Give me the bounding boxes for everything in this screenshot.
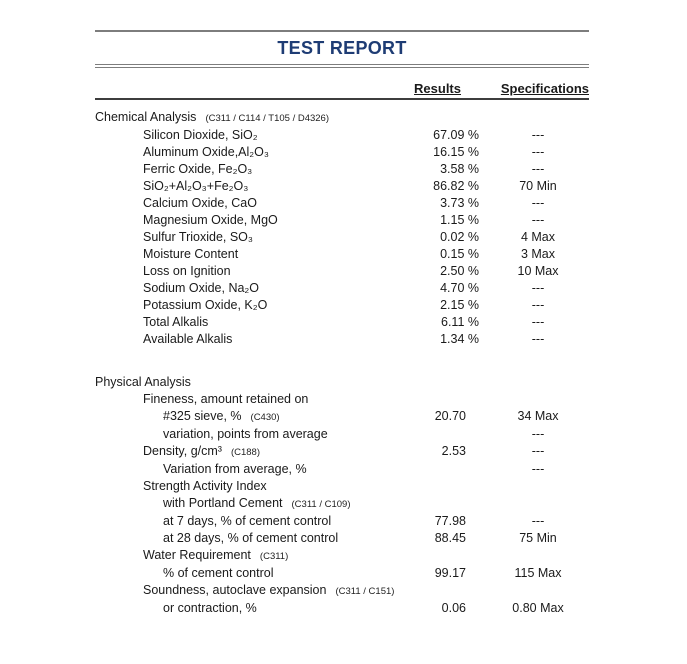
specification-value: --- <box>531 281 545 295</box>
row-label: Potassium Oxide, K₂O <box>143 298 268 312</box>
result-value: 67.09 % <box>433 128 479 142</box>
result-value <box>399 582 479 600</box>
section-heading <box>95 109 589 127</box>
row-label: with Portland Cement <box>163 496 283 510</box>
row-label-cell <box>95 530 399 547</box>
result-value: 20.70 <box>434 409 466 423</box>
row-label-cell <box>95 331 399 348</box>
specification-value: --- <box>531 213 545 227</box>
row-label: SiO₂+Al₂O₃+Fe₂O₃ <box>143 179 249 193</box>
specification-value: --- <box>531 145 545 159</box>
section-title: Chemical Analysis <box>95 110 197 124</box>
result-value: 16.15 % <box>433 145 479 159</box>
row-label-cell <box>95 212 399 229</box>
result-value <box>399 547 479 565</box>
section-label-cell <box>95 374 399 391</box>
result-value: 1.34 % <box>440 332 479 346</box>
result-value: 88.45 <box>434 531 466 545</box>
report-row <box>95 600 589 617</box>
method-reference: (C311) <box>259 551 289 562</box>
row-label: Loss on Ignition <box>143 264 231 278</box>
row-label-cell <box>95 391 399 408</box>
result-value: 2.53 <box>441 444 466 458</box>
report-row <box>95 280 589 297</box>
specifications-column-header: Specifications <box>500 81 589 96</box>
row-label-cell <box>95 195 399 212</box>
result-value: 3.58 % <box>440 162 479 176</box>
row-label-cell <box>95 314 399 331</box>
row-label-cell <box>95 127 399 144</box>
report-section <box>95 374 589 617</box>
section-label-cell <box>95 109 399 127</box>
specification-value: 10 Max <box>517 264 559 278</box>
specification-value: --- <box>531 315 545 329</box>
specification-value: 0.80 Max <box>512 601 564 615</box>
row-label-cell <box>95 565 399 582</box>
result-value: 77.98 <box>434 514 466 528</box>
method-reference: (C311 / C114 / T105 / D4326) <box>205 113 330 124</box>
report-row <box>95 565 589 582</box>
row-label-cell <box>95 229 399 246</box>
result-value: 6.11 % <box>441 315 479 329</box>
report-row <box>95 127 589 144</box>
report-document <box>95 30 589 617</box>
specification-value <box>479 478 589 495</box>
row-label-cell <box>95 443 399 461</box>
result-value <box>399 426 479 443</box>
row-label: #325 sieve, % <box>163 409 242 423</box>
result-value: 86.82 % <box>433 179 479 193</box>
results-column-header: Results <box>414 81 461 96</box>
row-label-cell <box>95 547 399 565</box>
row-label-cell <box>95 297 399 314</box>
report-row <box>95 314 589 331</box>
row-label-cell <box>95 144 399 161</box>
specification-value: --- <box>531 162 545 176</box>
specification-value: 75 Min <box>519 531 557 545</box>
row-label: Calcium Oxide, CaO <box>143 196 257 210</box>
column-headers <box>95 81 589 100</box>
specification-value: 4 Max <box>520 230 556 244</box>
row-label: Silicon Dioxide, SiO₂ <box>143 128 258 142</box>
specification-value <box>479 391 589 408</box>
specification-value <box>479 495 589 513</box>
method-reference: (C430) <box>250 412 280 423</box>
report-row <box>95 246 589 263</box>
row-label-cell <box>95 513 399 530</box>
row-label: at 7 days, % of cement control <box>163 514 332 528</box>
row-label: Sulfur Trioxide, SO₃ <box>143 230 253 244</box>
specification-value <box>479 582 589 600</box>
report-row <box>95 144 589 161</box>
specification-value: --- <box>531 427 545 441</box>
result-value: 0.15 % <box>440 247 479 261</box>
specification-value: --- <box>531 298 545 312</box>
specification-value: --- <box>531 196 545 210</box>
row-label: Water Requirement <box>143 548 251 562</box>
row-label: Strength Activity Index <box>143 479 267 493</box>
row-label: % of cement control <box>163 566 274 580</box>
row-label: Aluminum Oxide,Al₂O₃ <box>143 145 269 159</box>
report-body <box>95 109 589 617</box>
row-label: variation, points from average <box>163 427 328 441</box>
report-row <box>95 178 589 195</box>
report-row <box>95 212 589 229</box>
report-row <box>95 461 589 478</box>
report-row <box>95 547 589 565</box>
row-label-cell <box>95 280 399 297</box>
row-label-cell <box>95 495 399 513</box>
row-label-cell <box>95 478 399 495</box>
specification-value <box>479 547 589 565</box>
result-value <box>399 391 479 408</box>
row-label-cell <box>95 426 399 443</box>
result-value: 1.15 % <box>440 213 479 227</box>
row-label-cell <box>95 263 399 280</box>
result-cell-empty <box>399 109 479 127</box>
specification-value: 3 Max <box>520 247 556 261</box>
specification-value: --- <box>531 444 545 458</box>
row-label: Density, g/cm³ <box>143 444 222 458</box>
section-title: Physical Analysis <box>95 375 191 389</box>
row-label-cell <box>95 582 399 600</box>
result-value: 2.50 % <box>440 264 479 278</box>
row-label: Ferric Oxide, Fe₂O₃ <box>143 162 253 176</box>
method-reference: (C188) <box>230 447 260 458</box>
report-row <box>95 331 589 348</box>
specification-value: --- <box>531 128 545 142</box>
report-row <box>95 495 589 513</box>
result-value <box>399 478 479 495</box>
column-header-spacer <box>95 81 381 97</box>
row-label: Moisture Content <box>143 247 239 261</box>
report-section <box>95 109 589 348</box>
row-label: Magnesium Oxide, MgO <box>143 213 278 227</box>
title-double-rule <box>95 64 589 68</box>
report-row <box>95 263 589 280</box>
row-label: Soundness, autoclave expansion <box>143 583 327 597</box>
report-row <box>95 408 589 426</box>
row-label-cell <box>95 246 399 263</box>
row-label: Sodium Oxide, Na₂O <box>143 281 260 295</box>
row-label-cell <box>95 600 399 617</box>
row-label: at 28 days, % of cement control <box>163 531 339 545</box>
result-value: 2.15 % <box>440 298 479 312</box>
specification-value: --- <box>531 462 545 476</box>
row-label: or contraction, % <box>163 601 257 615</box>
report-row <box>95 161 589 178</box>
report-row <box>95 478 589 495</box>
row-label-cell <box>95 161 399 178</box>
specification-value: 34 Max <box>517 409 559 423</box>
report-row <box>95 195 589 212</box>
specification-value: 115 Max <box>514 566 562 580</box>
specification-value: 70 Min <box>519 179 557 193</box>
report-row <box>95 443 589 461</box>
report-row <box>95 530 589 547</box>
row-label: Total Alkalis <box>143 315 209 329</box>
report-row <box>95 426 589 443</box>
result-cell-empty <box>399 374 479 391</box>
report-row <box>95 513 589 530</box>
row-label-cell <box>95 461 399 478</box>
section-heading <box>95 374 589 391</box>
specification-value: --- <box>531 332 545 346</box>
result-value: 0.02 % <box>440 230 479 244</box>
result-value: 99.17 <box>434 566 466 580</box>
row-label-cell <box>95 178 399 195</box>
result-value: 4.70 % <box>440 281 479 295</box>
report-title: TEST REPORT <box>277 38 407 58</box>
result-value <box>399 495 479 513</box>
row-label: Fineness, amount retained on <box>143 392 309 406</box>
row-label-cell <box>95 408 399 426</box>
report-row <box>95 229 589 246</box>
column-gap <box>461 81 479 97</box>
result-value: 3.73 % <box>440 196 479 210</box>
specification-cell-empty <box>479 109 589 127</box>
specification-value: --- <box>531 514 545 528</box>
result-value: 0.06 <box>441 601 466 615</box>
result-value <box>399 461 479 478</box>
method-reference: (C311 / C151) <box>335 586 395 597</box>
report-row <box>95 582 589 600</box>
row-label: Variation from average, % <box>163 462 307 476</box>
row-label: Available Alkalis <box>143 332 233 346</box>
method-reference: (C311 / C109) <box>291 499 351 510</box>
report-row <box>95 391 589 408</box>
specification-cell-empty <box>479 374 589 391</box>
report-row <box>95 297 589 314</box>
